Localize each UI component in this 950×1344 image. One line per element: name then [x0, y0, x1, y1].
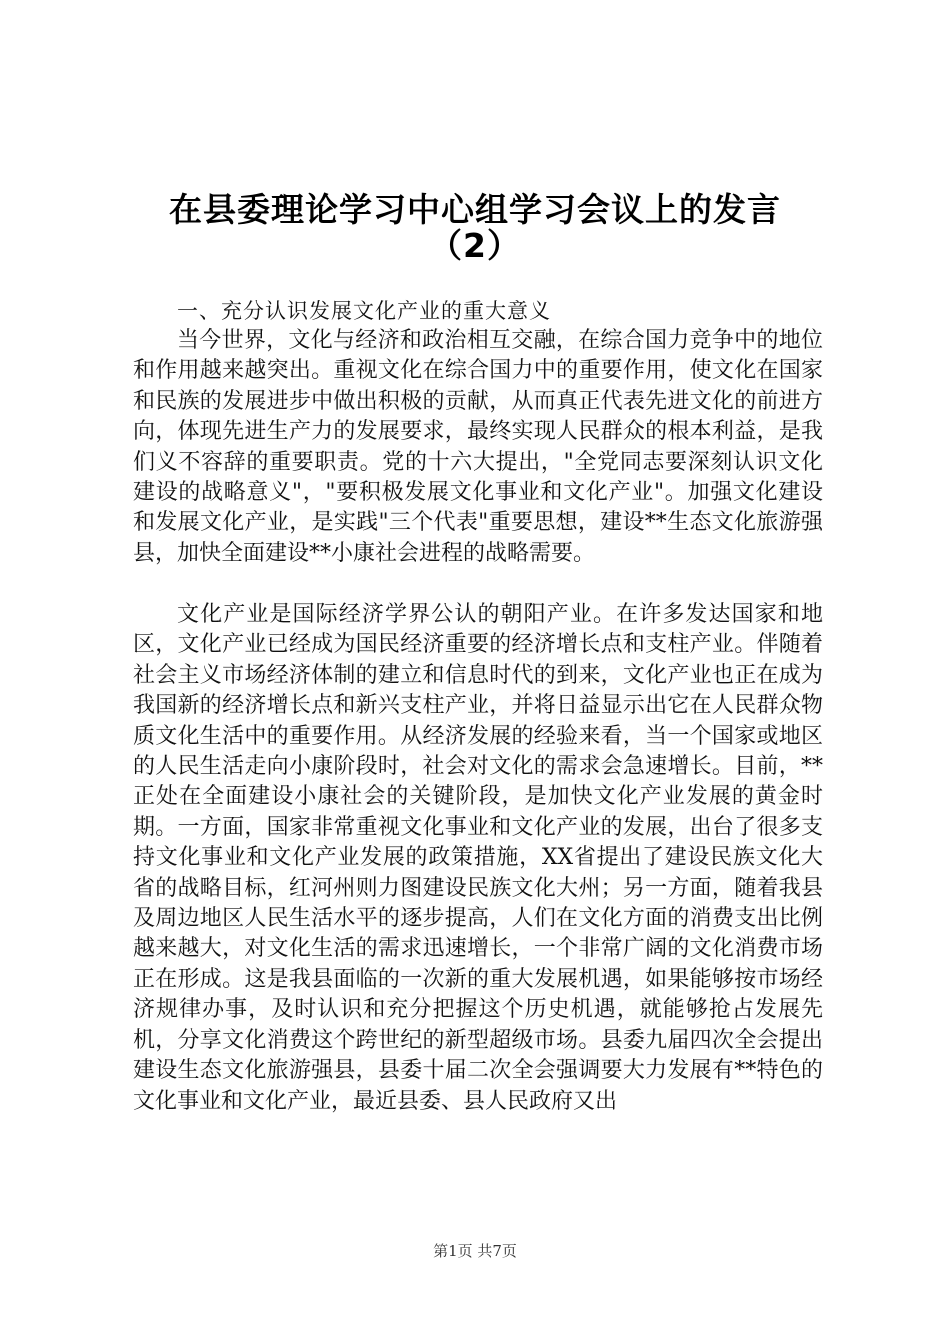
section-heading: 一、充分认识发展文化产业的重大意义 — [177, 299, 551, 323]
page-number-footer: 第1页 共7页 — [433, 1242, 517, 1260]
body-paragraph: 当今世界，文化与经济和政治相互交融，在综合国力竞争中的地位和作用越来越突出。重视文化在综合国力中的重要作用，使文化在国家和民族的发展进步中做出积极的贡献，从而真正代表先进文化的前进方向，体现先进生产力的发展要求，最终实现人民群众的根本利益，是我们义不容辞的重要职责。党的十六大提出，"全党同志要深刻认识文化建设的战略意义"，"要积极发展文化事业和文化产业"。加强文化建设和发展文化产业，是实践"三个代表"重要思想，建设**生态文化旅游强县，加快全面建设**小康社会进程的战略需要。 — [133, 328, 823, 566]
document-title-continuation: （2） — [429, 226, 521, 265]
body-paragraph: 文化产业是国际经济学界公认的朝阳产业。在许多发达国家和地区，文化产业已经成为国民经济重要的经济增长点和支柱产业。伴随着社会主义市场经济体制的建立和信息时代的到来，文化产业也正在成为我国新的经济增长点和新兴支柱产业，并将日益显示出它在人民群众物质文化生活中的重要作用。从经济发展的经验来看，当一个国家或地区的人民生活走向小康阶段时，社会对文化的需求会急速增长。目前，**正处在全面建设小康社会的关键阶段，是加快文化产业发展的黄金时期。一方面，国家非常重视文化事业和文化产业的发展，出台了很多支持文化事业和文化产业发展的政策措施，XX省提出了建设民族文化大省的战略目标，红河州则力图建设民族文化大州；另一方面，随着我县及周边地区人民生活水平的逐步提高，人们在文化方面的消费支出比例越来越大，对文化生活的需求迅速增长，一个非常广阔的文化消费市场正在形成。这是我县面临的一次新的重大发展机遇，如果能够按市场经济规律办事，及时认识和充分把握这个历史机遇，就能够抢占发展先机，分享文化消费这个跨世纪的新型超级市场。县委九届四次全会提出建设生态文化旅游强县，县委十届二次全会强调要大力发展有**特色的文化事业和文化产业，最近县委、县人民政府又出 — [133, 602, 823, 1114]
document-title: 在县委理论学习中心组学习会议上的发言 — [169, 190, 781, 229]
